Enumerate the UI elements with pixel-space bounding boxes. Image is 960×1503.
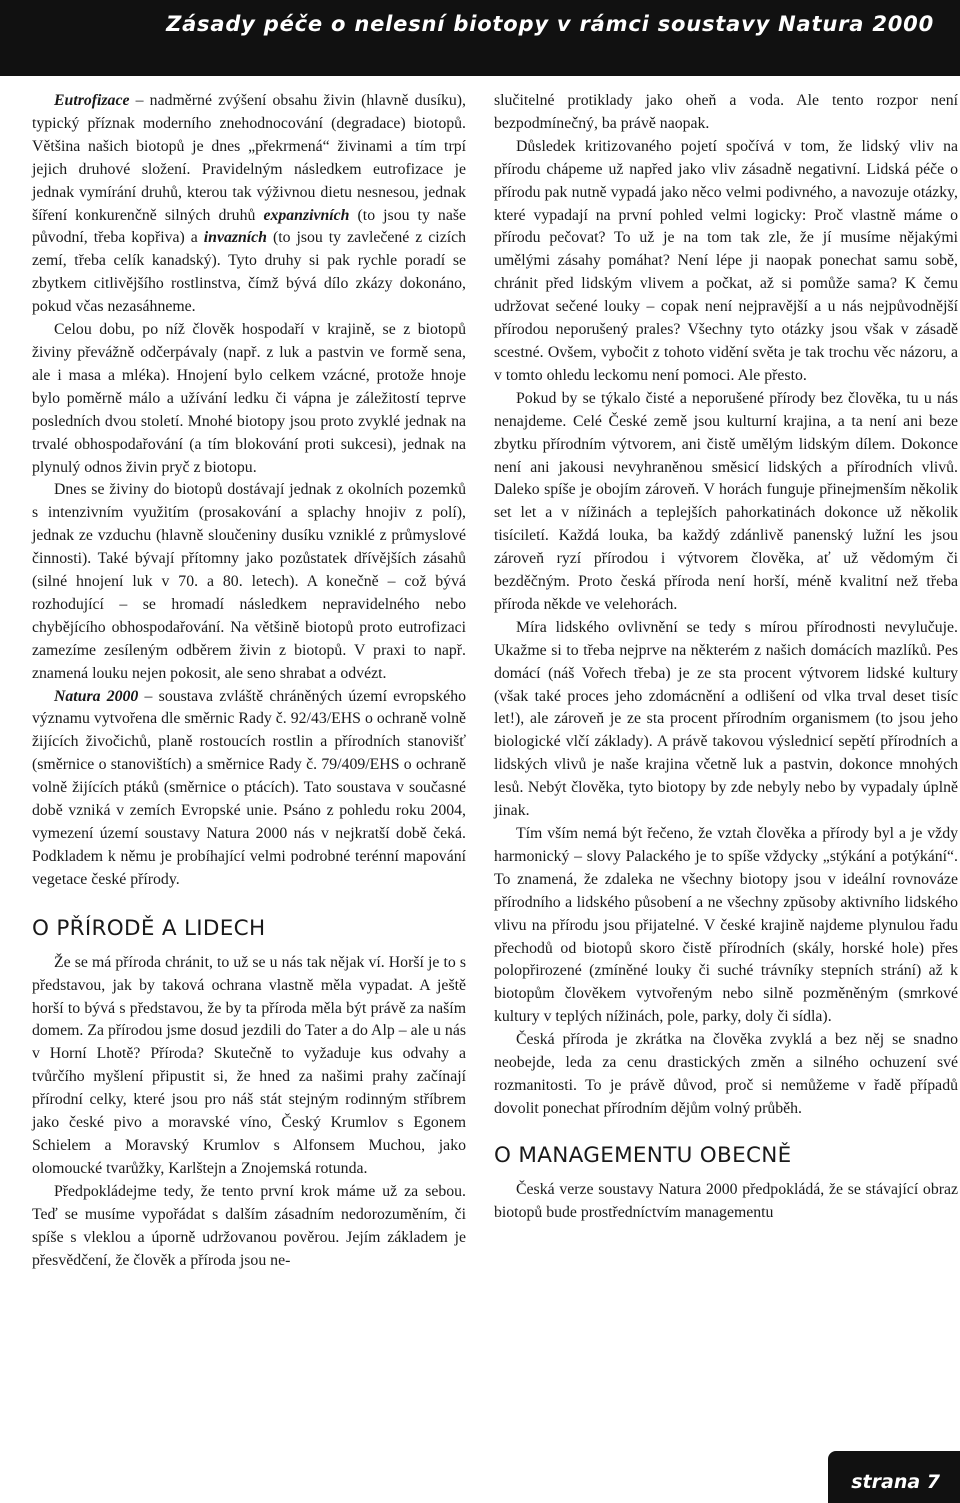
paragraph-text: – nadměrné zvýšení obsahu živin (hlavně dusíku), typický příznak moderního znehodnocování (degradace) biotopů. Většina našich biotopů je dnes „překrmená“ živinami a tím trpí jejich druhové složení. Pravidelným následkem eutrofizace je jednak vymírání druhů, kterou tak výživnou dietu nesnesou, jednak šíření konkurenčně silných druhů — [32, 92, 466, 224]
right-column — [494, 90, 958, 1225]
paragraph-dusledek: Důsledek kritizovaného pojetí spočívá v tom, že lidský vliv na přírodu chápeme už napřed jako vliv zásadně negativní. Lidská péče o přírodu pak nutně vypadá jako něco velmi podivného, a navozuje otázky, které vypadají na první pohled velmi logicky: Proč vlastně máme o přírodu pečovat? To už je na tom tak zle, že jí musíme nějakými umělými zásahy pomáhat? Není lépe ji naopak ponechat samu sobě, chránit před lidským vlivem a počkat, až si pomůže sama? K čemu udržovat sečené louky – copak není nejpravější a u nás nejpůvodnější přírodou neporušený prales? Všechny tyto otázky jsou však v zásadě scestné. Ovšem, vybočit z tohoto vidění světa je tak trochu věc názoru, a v tomto ohledu leckomu není pomoci. Ale přesto. — [494, 137, 958, 384]
paragraph-eutrofizace — [32, 90, 466, 319]
header-band — [0, 0, 960, 76]
paragraph-mira-ovlivneni: Míra lidského ovlivnění se tedy s mírou přírodnosti nevylučuje. Ukažme si to třeba nejprve na některém z našich domácích mazlíků. Pes domácí (náš Vořech třeba) je ze sta procent výtvorem lidské kultury (však také proces jeho zdomácnění a odlišení od vlka trval deset tisíc let!), ale zároveň je ze sta procent přírodním organismem (to jsou jeho biologické vlčí základy). A právě takovou výslednicí sepětí přírodních a lidských vlivů je naše krajina včetně luk a pastvin, dokonce mnohých lesů. Nebýt člověka, tyto biotopy by zde nebyly nebo by vypadaly úplně jinak. — [494, 618, 958, 820]
term-invaznich: invazních — [203, 229, 267, 247]
section-heading-managementu-obecne: O MANAGEMENTU OBECNĚ — [494, 1142, 792, 1168]
paragraph-text: (to jsou ty zavlečené z cizích zemí, třeba celík kanadský). Tyto druhy si pak rychle poradí se zbytkem citlivějšího rostlinstva, čímž bývá dílo zkázy dokonáno, pokud včas nezasáhneme. — [32, 229, 467, 316]
page-number: strana 7 — [851, 1471, 940, 1493]
paragraph-ochrana-prirody: Že se má příroda chránit, to už se u nás tak nějak ví. Horší je to s představou, jak by taková ochrana vlastně měla vypadat. A ještě horší to bývá s představou, že by ta příroda měla být právě za naším domem. Za přírodou jsme dosud jezdili do Tater a do Alp – ale u nás v Horní Lhotě? Příroda? Skutečně to vyžaduje kus odvahy a tvůrčího myšlení připustit si, že hned za našimi prahy začínají přírodní celky, které jsou pro náš stát stejným rodinným stříbrem jako české pivo a moravské víno, Český Krumlov s Egonem Schielem a Moravský Krumlov s Alfonsem Muchou, jako olomoucké tvarůžky, Karlštejn a Znojemská rotunda. — [32, 953, 466, 1177]
paragraph-predpokladejme: Předpokládejme tedy, že tento první krok máme už za sebou. Teď se musíme vypořádat s dalším zásadním nedorozuměním, či spíše s vleklou a úporně udržovanou pověrou. Jejím základem je přesvědčení, že člověk a příroda jsou ne- — [32, 1182, 466, 1269]
paragraph-ceska-verze: Česká verze soustavy Natura 2000 předpokládá, že se stávající obraz biotopů bude prostředníctvím managementu — [494, 1180, 958, 1221]
term-expanzivnich: expanzivních — [263, 206, 350, 224]
running-header-title: Zásady péče o nelesní biotopy v rámci soustavy Natura 2000 — [166, 12, 934, 36]
paragraph-text: (to jsou ty naše původní, třeba kopřiva) a — [32, 206, 466, 247]
paragraph-kulturni-krajina: Pokud by se týkalo čisté a neporušené přírody bez člověka, tu u nás nenajdeme. Celé České země jsou kulturní krajina, a ta není ani beze zbytku přírodním výtvorem, ani čistě umělým lidským dílem. Dokonce není ani jakousi nevyhraněnou směsicí lidských a přírodních vlivů. Daleko spíše je obojím zároveň. V horách funguje přinejmenším několik set let a v nížinách a teplejších pahorkatinách dokonce už několik tisíciletí. Každá louka, ba každý zdánlivě panenský lužní les jsou zároveň ryzí přírodou i výtvorem člověka, ať už vědomým či bezděčným. Proto česká příroda není horší, méně kvalitní než třeba příroda někde ve velehorách. — [494, 389, 958, 613]
term-natura-2000: Natura 2000 — [54, 687, 139, 705]
section-heading-prirode-a-lidech: O PŘÍRODĚ A LIDECH — [32, 915, 266, 941]
paragraph-continuation: slučitelné protiklady jako oheň a voda. Ale tento rozpor není bezpodmínečný, ba právě naopak. — [494, 92, 958, 132]
paragraph-hospodareni: Celou dobu, po níž člověk hospodaří v krajině, se z biotopů živiny převážně odčerpávaly (např. z luk a pastvin ve formě sena, ale i masa a mléka). Hnojení bylo celkem vzácné, protože hnoje bylo poměrně málo a užívání ledku či vápna je záležitostí teprve posledních dvou století. Mnohé biotopy jsou proto zvyklé jednak na trvalé obhospodařování (a tím blokování proti sukcesi), jednak na plynulý odnos živin pryč z biotopu. — [32, 321, 466, 476]
left-column — [32, 90, 466, 1272]
paragraph-ceska-priroda: Česká příroda je zkrátka na člověka zvyklá a bez něj se snadno neobejde, leda za cenu drastických změn a silného ochuzení své rozmanitosti. To je právě důvod, proč si nemůžeme v řadě případů dovolit ponechat přírodním dějům volný průběh. — [494, 1031, 958, 1117]
paragraph-natura-2000 — [32, 686, 466, 892]
paragraph-zdroje-zivin: Dnes se živiny do biotopů dostávají jednak z okolních pozemků s intenzivním využitím (prosakování a splachy hnojiv z polí), jednak ze vzduchu (hlavně sloučeniny dusíku vzniklé z průmyslové činnosti). Také bývají přítomny jako pozůstatek dřívějších zásahů (silné hnojení luk v 70. a 80. letech). A konečně – což bývá rozhodující – se hromadí následkem nepravidelného nebo chybějícího obhospodařování. Na většině biotopů proto eutrofizaci zamezíme zesíleným odběrem živin z biotopů. V praxi to např. znamená louku nejen pokosit, ale seno shrabat a odvézt. — [32, 481, 466, 682]
paragraph-text: – soustava zvláště chráněných území evropského významu vytvořena dle směrnic Rady č. 92/43/EHS o ochraně volně žijících živočichů, planě rostoucích rostlin a přírodních stanovišť (směrnice o stanovištích) a směrnice Rady č. 79/409/EHS o ochraně volně žijících ptáků (směrnice o ptácích). Tato soustava v současné době vzniká v zemích Evropské unie. Psáno z pohledu roku 2004, vymezení území soustavy Natura 2000 nás v nejkratší době čeká. Podkladem k němu je probíhající velmi podrobné terénní mapování vegetace české přírody. — [32, 687, 466, 888]
term-eutrofizace: Eutrofizace — [54, 92, 130, 109]
paragraph-vztah-cloveka: Tím vším nemá být řečeno, že vztah člověka a přírody byl a je vždy harmonický – slovy Palackého je to spíše vždycky „stýkání a potýkání“. To znamená, že zdaleka ne všechny biotopy jsou v ideální rovnováze přírodního a lidského působení a ne všechny zpŭsoby aktivního lidského vlivu na přírodu jsou přijatelné. V české krajině najdeme plynulou řadu přechodů od biotopů skoro čistě přírodních (skály, horské hole) přes polopřirozené (zmíněné louky či suché trávníky stepních strání) až k biotopům člověkem vytvořeným nebo silně pozměněným (smrkové kultury v teplých nížinách, pole, parky, doly či sídla). — [494, 825, 958, 1026]
